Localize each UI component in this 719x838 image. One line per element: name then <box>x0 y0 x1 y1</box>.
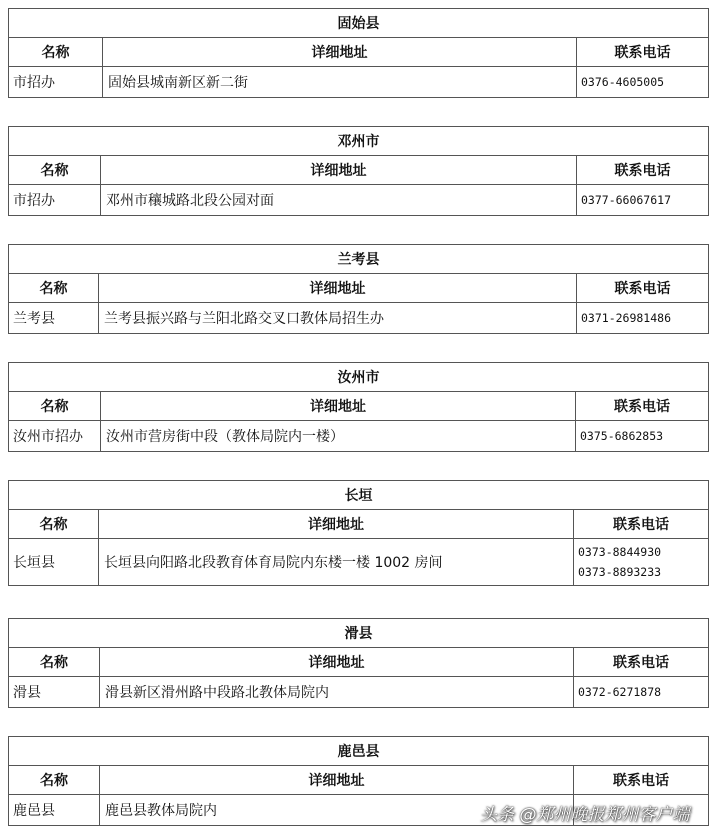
office-phone <box>574 539 709 586</box>
header-phone: 联系电话 <box>577 274 709 303</box>
table-row <box>9 421 709 452</box>
county-title: 长垣 <box>9 481 709 510</box>
office-phone <box>577 185 709 216</box>
table-row <box>9 67 709 98</box>
office-name: 长垣县 <box>9 539 99 586</box>
header-address: 详细地址 <box>101 156 577 185</box>
header-address: 详细地址 <box>103 38 577 67</box>
header-name: 名称 <box>9 392 101 421</box>
office-phone <box>576 421 709 452</box>
table-row <box>9 539 709 586</box>
header-phone: 联系电话 <box>577 156 709 185</box>
office-name: 鹿邑县 <box>9 795 100 826</box>
table-row <box>9 185 709 216</box>
phone-number: 0372-6271878 <box>578 685 662 699</box>
county-table-changyuan <box>8 480 709 586</box>
office-address: 邓州市穰城路北段公园对面 <box>101 185 577 216</box>
county-title: 邓州市 <box>9 127 709 156</box>
phone-number: 0373-8844930 <box>578 545 662 559</box>
office-address: 固始县城南新区新二街 <box>103 67 577 98</box>
header-address: 详细地址 <box>99 510 574 539</box>
office-phone <box>577 67 709 98</box>
office-name: 兰考县 <box>9 303 99 334</box>
county-title: 汝州市 <box>9 363 709 392</box>
header-name: 名称 <box>9 38 103 67</box>
county-table-lankao <box>8 244 709 334</box>
county-title: 固始县 <box>9 9 709 38</box>
phone-number: 0371-26981486 <box>581 311 672 325</box>
header-phone: 联系电话 <box>574 766 709 795</box>
watermark: 头条 @郑州晚报郑州客户端 <box>480 805 690 825</box>
office-address: 长垣县向阳路北段教育体育局院内东楼一楼 1002 房间 <box>99 539 574 586</box>
header-name: 名称 <box>9 766 100 795</box>
header-name: 名称 <box>9 274 99 303</box>
office-phone <box>574 677 709 708</box>
header-address: 详细地址 <box>100 766 574 795</box>
phone-number: 0373-8893233 <box>578 565 662 579</box>
header-phone: 联系电话 <box>576 392 709 421</box>
header-name: 名称 <box>9 510 99 539</box>
office-phone <box>577 303 709 334</box>
county-title: 滑县 <box>9 619 709 648</box>
office-name: 市招办 <box>9 185 101 216</box>
office-address: 汝州市营房街中段（教体局院内一楼） <box>101 421 576 452</box>
county-table-huaxian <box>8 618 709 708</box>
phone-number: 0375-6862853 <box>580 429 664 443</box>
header-phone: 联系电话 <box>574 510 709 539</box>
office-address: 鹿邑县教体局院内 <box>100 795 574 826</box>
header-address: 详细地址 <box>99 274 577 303</box>
header-address: 详细地址 <box>101 392 576 421</box>
header-phone: 联系电话 <box>577 38 709 67</box>
header-address: 详细地址 <box>100 648 574 677</box>
office-address: 滑县新区滑州路中段路北教体局院内 <box>100 677 574 708</box>
county-title: 兰考县 <box>9 245 709 274</box>
office-name: 市招办 <box>9 67 103 98</box>
county-title: 鹿邑县 <box>9 737 709 766</box>
phone-number: 0376-4605005 <box>581 75 665 89</box>
table-row <box>9 677 709 708</box>
header-name: 名称 <box>9 648 100 677</box>
office-address: 兰考县振兴路与兰阳北路交叉口教体局招生办 <box>99 303 577 334</box>
office-name: 滑县 <box>9 677 100 708</box>
phone-number: 0377-66067617 <box>581 193 672 207</box>
county-table-dengzhou <box>8 126 709 216</box>
table-row <box>9 303 709 334</box>
county-table-ruzhou <box>8 362 709 452</box>
office-name: 汝州市招办 <box>9 421 101 452</box>
county-table-gushi <box>8 8 709 98</box>
header-name: 名称 <box>9 156 101 185</box>
header-phone: 联系电话 <box>574 648 709 677</box>
